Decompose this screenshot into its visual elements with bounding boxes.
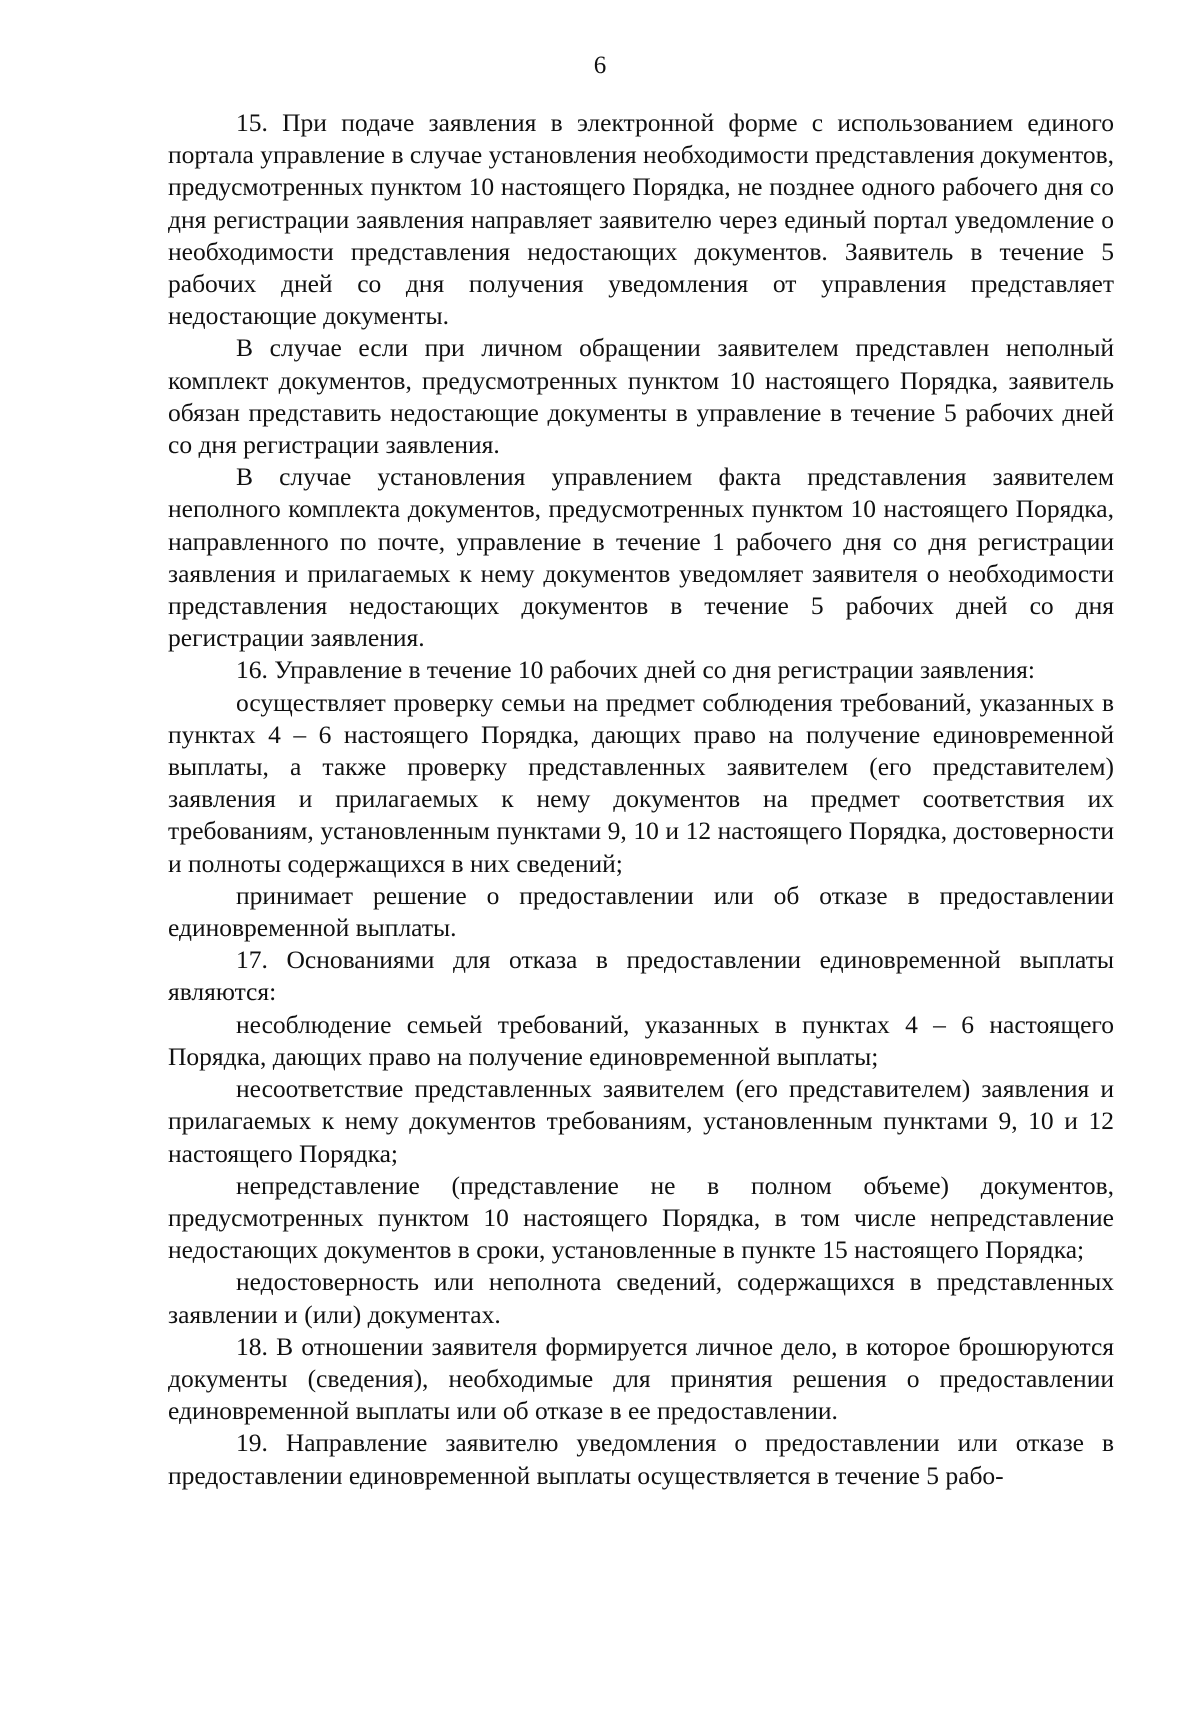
paragraph-18: 18. В отношении заявителя формируется личное дело, в которое брошюруются документы (сведения), необходимые для принятия решения о предоставлении единовременной выплаты или об отказе в ее предоставлении. bbox=[168, 1331, 1114, 1426]
paragraph-17: 17. Основаниями для отказа в предоставлении единовременной выплаты являются: bbox=[168, 945, 1114, 1007]
paragraph-17-ground-requirements: несоблюдение семьей требований, указанных в пунктах 4 – 6 настоящего Порядка, дающих право на получение единовременной выплаты; bbox=[168, 1009, 1114, 1071]
paragraph-16-verification: осуществляет проверку семьи на предмет соблюдения требований, указанных в пунктах 4 – 6 настоящего Порядка, дающих право на получение единовременной выплаты, а также проверку представленных заявителем (его представителем) заявления и прилагаемых к нему документов на предмет соответствия их требованиям, установленным пунктами 9, 10 и 12 настоящего Порядка, достоверности и полноты содержащихся в них сведений; bbox=[168, 687, 1114, 878]
document-body bbox=[168, 107, 1114, 1492]
paragraph-17-ground-missing-documents: непредставление (представление не в полном объеме) документов, предусмотренных пунктом 10 настоящего Порядка, в том числе непредставление недостающих документов в сроки, установленные в пункте 15 настоящего Порядка; bbox=[168, 1170, 1114, 1265]
paragraph-17-ground-nonconformity: несоответствие представленных заявителем (его представителем) заявления и прилагаемых к нему документов требованиям, установленным пунктами 9, 10 и 12 настоящего Порядка; bbox=[168, 1074, 1114, 1168]
paragraph-16: 16. Управление в течение 10 рабочих дней со дня регистрации заявления: bbox=[236, 655, 1035, 685]
paragraph-15: 15. При подаче заявления в электронной форме с использованием единого портала управление в случае установления необходимости представления документов, предусмотренных пунктом 10 настоящего Порядка, не позднее одного рабочего дня со дня регистрации заявления направляет заявителю через единый портал уведомление о необходимости представления недостающих документов. Заявитель в течение 5 рабочих дней со дня получения уведомления от управления представляет недостающие документы. bbox=[168, 108, 1114, 331]
paragraph-15-personal-visit: В случае если при личном обращении заявителем представлен неполный комплект документов, предусмотренных пунктом 10 настоящего Порядка, заявитель обязан представить недостающие документы в управление в течение 5 рабочих дней со дня регистрации заявления. bbox=[168, 333, 1114, 460]
page-number: 6 bbox=[593, 52, 607, 79]
paragraph-17-ground-unreliable-info: недостоверность или неполнота сведений, содержащихся в представленных заявлении и (или) документах. bbox=[168, 1267, 1114, 1329]
paragraph-15-by-mail: В случае установления управлением факта представления заявителем неполного комплекта документов, предусмотренных пунктом 10 настоящего Порядка, направленного по почте, управление в течение 1 рабочего дня со дня регистрации заявления и прилагаемых к нему документов уведомляет заявителя о необходимости представления недостающих документов в течение 5 рабочих дней со дня регистрации заявления. bbox=[168, 462, 1114, 653]
paragraph-19: 19. Направление заявителю уведомления о предоставлении или отказе в предоставлении единовременной выплаты осуществляется в течение 5 рабо- bbox=[168, 1428, 1114, 1490]
paragraph-16-decision: принимает решение о предоставлении или об отказе в предоставлении единовременной выплаты. bbox=[168, 880, 1114, 943]
